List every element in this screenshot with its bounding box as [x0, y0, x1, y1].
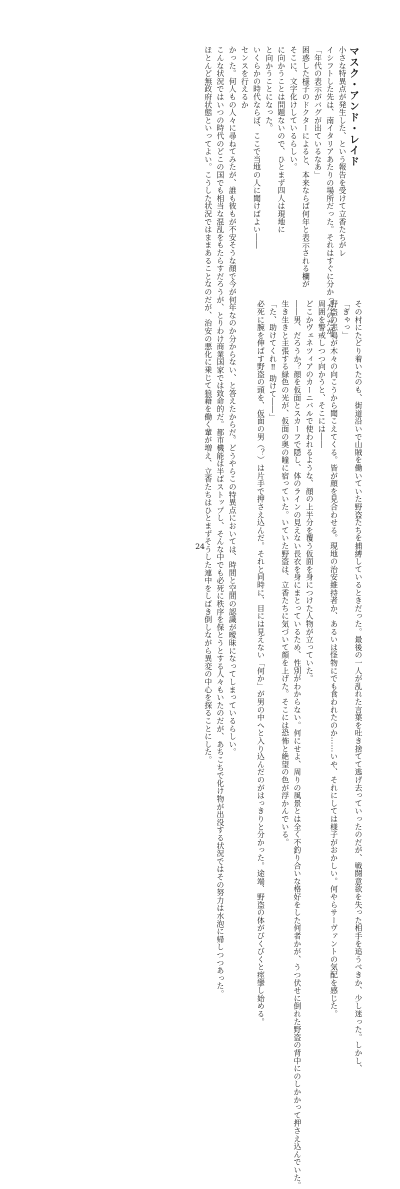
page-number: 24 — [195, 542, 205, 551]
body-text-lower: その村にたどり着いたのも、街道沿いで山賊を働いていた野盗たちを捕縛しているときだった。最後の一人が乱れた言葉を吐き捨てて逃げ去っていったのだが、戦闘意欲を失った相手を追うべきか、少し迷った。しかし、 「ぎゃっ」 野盗の悲鳴が木々の向こうから聞こえてくる。皆が顔を見合わせる。現地の治安維持者か、あるいは怪物にでも食われたのか……いや、それにしては様子がおかしい。何やらサーヴァントの気配を感じた。 周囲を警戒しつつ向かうと、そこには―― どこかヴェネツィアのカーニバルで使われるような、顔の上半分を覆う仮面を身につけた人物が立っていた。 ――男、だろうか？顔を仮面とスカーフで隠し、体のラインの見えない長衣を身にまとっているため、性別がわからない。何にせよ、周りの風景とは全く不釣り合いな格好をした何者かが、うつ伏せに倒れた野盗の背中にのしかかって押さえ込んでいた。 生き生きと主張する緑色の光が、仮面の奥の瞳に宿っていた。いていた野盗は、立香たちに気づいて顔を上げた。そこには恐怖と絶望の色が浮かんでいる。 「た、助けてくれ‼ 助けて――」 必死に腕を伸ばす野盗の頭を、仮面の男（？）は片手で押さえ込んだ。それと同時に、目には見えない「何か」が男の中へと入り込んだのがはっきりと分かった。途端、野盗の体がびくびくと痙攣し始める。 — [256, 300, 363, 1189]
body-text-upper: 小さな特異点が発生した、という報告を受けて立香たちがレ イシフトした先は、南イタリアあたりの場所だった。それはすぐに分かったのだが、 「年代の表示がバグが出ているなあ」 困惑した様子のドクターによると、本来ならば何年と表示される欄が そこに、文字化けしているらしい。 に向かうことは問題ないので、ひとまず四人は現地に と向かうことになった。 いくらかの時代ならば、ここで当地の人に聞けばよい―― センスを行えるか かった。何人もの人々に尋ねてみたが、誰も彼もが不安そうな顔で今が何年なのか分からない、と答えたからだ。どうやらこの特異点においては、時間と空間の認識が曖昧になってしまっているらしい。 こんな状況ではいつの時代のどこの国でも相当な混乱をもたらすだろうが、とりわけ商業国家では致命的だ。都市機能は半ばストップし、そんな中でも必死に秩序を保とうとする人々もいたのだが、あちこちで化け物が出没する状況ではその努力は水泡に帰しつつあった。 ほとんど無政府状態といってよい。こうした状況ではままあることなのだが、治安の悪化に乗じて狼藉を働く輩が増え、立香たちはひとまずそうした連中をしばき倒しながら異変の中心を探ることにした。 — [203, 46, 347, 998]
chapter-title: マスク・アンド・レイド — [347, 46, 358, 167]
